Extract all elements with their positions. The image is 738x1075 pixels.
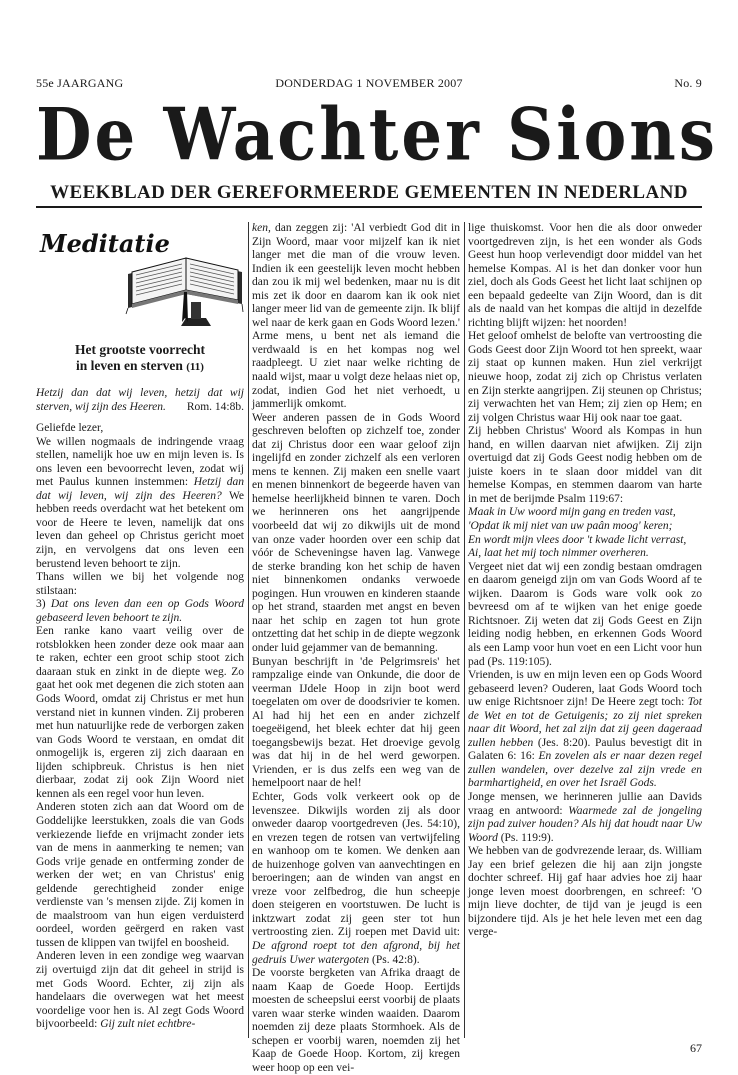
volume-label: 55e JAARGANG (36, 76, 124, 90)
meditation-title (36, 342, 244, 375)
paragraph: Echter, Gods volk verkeert ook op de levenszee. Dikwijls worden zij als door onweder daarop voortgedreven (Jes. 54:10), en vrezen tegen de rotsen van vertwijfeling en wanhoop om te komen. We denken aan de huizenhoge golven van aanvechtingen en beroeringen; aan de winden van angst en vreze voor zelfbedrog, die hun scheepje doen steigeren en voortstuwen. De lucht is inktzwart zodat zij geen ster tot hun vertroosting zien. Zij roepen met David uit: De afgrond roept tot den afgrond, bij het gedruis Uwer watergoten (Ps. 42:8). (252, 790, 460, 966)
column-2 (252, 222, 460, 1074)
paragraph: Vrienden, is uw en mijn leven een op Gods Woord gebaseerd leven? Ouderen, laat Gods Woord toch uw enige Richtsnoer zijn! De Heere zegt toch: Tot de Wet en tot de Getuigenis; zo zij niet spreken naar dit Woord, het zal zijn dat zij geen dageraad zullen hebben (Jes. 8:20). Paulus bevestigt dit in Galaten 6: 16: En zovelen als er naar dezen regel zullen wandelen, over dezelve zal zijn vrede en barmhartigheid, en over het Israël Gods. (468, 669, 703, 790)
poem-line: En wordt mijn vlees door 't kwade licht verrast, (468, 533, 687, 546)
issue-date: DONDERDAG 1 NOVEMBER 2007 (275, 76, 463, 90)
masthead-subtitle: WEEKBLAD DER GEREFORMEERDE GEMEENTEN IN NEDERLAND (50, 182, 688, 203)
paragraph: Weer anderen passen de in Gods Woord geschreven beloften op zichzelf toe, zonder dat zij Christus door een waar geloof zijn ingelijfd en zonder zichzelf als een verloren mens te kennen. Zij maken een snelle vaart en menen binnenkort de begeerde haven van hemelse heerlijkheid binnen te varen. Doch we herinneren ons het aangrijpende voorbeeld dat wij zo dikwijls uit de mond van onze vader hoorden over een schip dat vóór de Scheveningse haven lag. Vanwege de sterke branding kon het schip de haven niet binnenkomen ondanks verwoede pogingen. Hun vrouwen en kinderen staande op het strand, staarden met angst en beven naar het schip en zagen tot hun grote ontzetting dat het schip in de diepte wegzonk onder luid gejammer van de bemanning. (252, 411, 460, 654)
poem-line: Maak in Uw woord mijn gang en treden vast, (468, 506, 676, 519)
column-3 (468, 222, 702, 1038)
meditation-illustration (36, 222, 244, 332)
paragraph: ken, dan zeggen zij: 'Al verbiedt God dit in Zijn Woord, maar voor mijzelf kan ik niet langer met die man of die vrouw leven. Indien ik een geestelijk leven mocht hebben dan zou ik mij wel bedenken, maar nu is dit mis zet ik door en daarom kan ik ook niet langer meer lid van de gemeente zijn. Ik blijf wel naar de kerk gaan en Gods Woord lezen.' Arme mens, u bent net als iemand die verdwaald is en het kompas nog wel raadpleegt. U ziet naar welke richting de naald wijst, maar u volgt deze helaas niet op, zodat, indien God het niet verhoedt, u jammerlijk omkomt. (252, 222, 460, 411)
column-1 (36, 222, 244, 1038)
column-divider-2 (464, 222, 465, 1038)
paragraph: Thans willen we bij het volgende nog stilstaan: (36, 571, 244, 597)
meditation-title-line2: in leven en sterven (76, 358, 183, 373)
verse-reference: Rom. 14:8b. (186, 400, 244, 413)
text-verse-quote: Hetzij dan dat wij leven, hetzij dat wij sterven, wij zijn des Heeren. (36, 387, 244, 413)
paragraph: Bunyan beschrijft in 'de Pelgrimsreis' het rampzalige einde van Onkunde, die door de veerman IJdele Hoop in zijn boot werd toegelaten om over de doodsrivier te komen. Al had hij het een en ander zichzelf toegeëigend, het bleek echter dat hij geen toegangsbewijs bezat. Het droevige gevolg was dat hij in de hel werd geworpen. Vrienden, er is dus zelfs een weg van de hemelpoort naar de hel! (252, 655, 460, 790)
paragraph: De voorste bergketen van Afrika draagt de naam Kaap de Goede Hoop. Eertijds moesten de scheepslui eerst voorbij de plaats varen waar sterke winden waaiden. Daarom noemden zij deze plaats Stormhoek. Als de schepen er voorbij waren, noemden zij het Kaap de Goede Hoop. Kortom, zij kregen weer hoop op een vei- (252, 967, 460, 1074)
paragraph: Jonge mensen, we herinneren jullie aan Davids vraag en antwoord: Waarmede zal de jongeling zijn pad zuiver houden? Als hij dat houdt naar Uw Woord (Ps. 119:9). (468, 790, 702, 844)
paragraph: Anderen leven in een zondige weg waarvan zij overtuigd zijn dat dit geheel in strijd is met Gods Woord. Echter, zij zijn als handelaars die overwegen wat het meest voordelige voor hen is. Al zegt Gods Woord bijvoorbeeld: Gij zult niet echtbre- (36, 950, 244, 1031)
meditation-part: (11) (186, 361, 204, 373)
paragraph: Anderen stoten zich aan dat Woord om de Goddelijke leerstukken, zoals die van Gods verkiezende liefde en vrijmacht zonder iets van de mens in aanmerking te nemen; van Gods vrije genade en ontferming zonder de werken der wet; en van Christus' enig geldende gerechtigheid zonder enige verdienste van 's mensen zijde. Zij komen in de maalstroom van hun eigen verduisterd oordeel, worden geërgerd en raken vast tussen de klippen van twijfel en boosheid. (36, 801, 244, 949)
open-bible-icon (36, 222, 244, 332)
column-divider-1 (248, 222, 249, 1038)
issue-number: No. 9 (674, 76, 702, 90)
salutation: Geliefde lezer, (36, 422, 104, 435)
section-heading: 3) Dat ons leven dan een op Gods Woord gebaseerd leven behoort te zijn. (36, 598, 244, 624)
paragraph: Zij hebben Christus' Woord als Kompas in hun hand, en willen daarvan niet afwijken. Zij zijn overtuigd dat zij Gods Geest nodig hebben om de juiste koers in te slaan door middel van dit hemelse Kompas, en stemmen daarom van harte in met de berijmde Psalm 119:67: (468, 425, 702, 505)
paragraph: Vergeet niet dat wij een zondig bestaan omdragen en daarom geneigd zijn om van Gods Woord af te wijken. Daarom is Gods ware volk ook zo bevreesd om af te wijken van het enige goede Richtsnoer. Zij weten dat zij Gods Geest en Zijn leiding nodig hebben, en erkennen Gods Woord als een Lamp voor hun voet en een Licht voor hun pad (Ps. 119:105). (468, 560, 702, 668)
header-divider (36, 206, 702, 208)
meditation-title-line1: Het grootste voorrecht (75, 342, 205, 357)
header-line (36, 75, 702, 91)
paragraph: lige thuiskomst. Voor hen die als door onweder voortgedreven zijn, is het een wonder als Gods Geest hun hoop verlevendigt door middel van het hemelse Kompas. Al is het dan donker voor hun ziel, doch als Gods Geest het licht laat schijnen op een bepaald gedeelte van Zijn Woord, dan is dit als de naald van het kompas die altijd in dezelfde richting blijft wijzen: het noorden! (468, 222, 702, 329)
paragraph: We willen nogmaals de indringende vraag stellen, namelijk hoe uw en mijn leven is. Is ons leven een bevoorrecht leven, zodat wij met Paulus kunnen instemmen: Hetzij dan dat wij leven, wij zijn des Heeren? We hebben reeds overdacht wat het betekent om voor de Heere te leven, namelijk dat ons leven dan geheel op Christus gericht moet zijn, en vervolgens dat ons leven een berustend leven behoort te zijn. (36, 435, 244, 570)
poem-line: Ai, laat het mij toch nimmer overheren. (468, 547, 649, 560)
masthead-title (36, 93, 718, 178)
meditation-label: Meditatie (40, 229, 170, 258)
page-number: 67 (690, 1041, 702, 1055)
poem-line: 'Opdat ik mij niet van uw paân moog' keren; (468, 520, 673, 533)
text-verse (36, 387, 244, 414)
psalm-quote (468, 506, 702, 560)
paragraph: Het geloof omhelst de belofte van vertroosting die Gods Geest door Zijn Woord tot hen spreekt, waar zij staat op kunnen maken. Hun ziel verkrijgt nieuwe hoop, zodat zij zich op Christus verlaten en Zijn sterkte aangrijpen. Zij steunen op Christus; zij verwachten het van Hem; zij zien op Hem; en zij volgen Christus waar Hij ook naar toe gaat. (468, 330, 702, 424)
paragraph: Een ranke kano vaart veilig over de rotsblokken heen zonder deze ook maar aan te raken, echter een groot schip stoot zich daaraan stuk en zinkt in de diepte weg. Zo gaat het ook met degenen die zich stoten aan Gods Woord, omdat zij Christus er met hun verstand niet in kunnen vinden. Zij proberen met hun natuurlijke rede de verborgen zaken van Gods Woord te verstaan, en omdat dit onmogelijk is, ergeren zij zich daaraan en lijden schipbreuk. Christus is hen niet dierbaar, zodat zij ook Zijn Woord niet kennen als een regel voor hun leven. (36, 625, 244, 800)
masthead-title-text: De Wachter Sions (36, 93, 718, 178)
paragraph: We hebben van de godvrezende leraar, ds. William Jay een brief gelezen die hij aan zijn jongste dochter schreef. Hij gaf haar advies hoe zij haar jonge leven moest doorbrengen, en schreef: 'O mijn lieve dochter, de tijd van je jeugd is een bijzondere tijd. Als je het hele leven met een dag verge- (468, 845, 702, 939)
